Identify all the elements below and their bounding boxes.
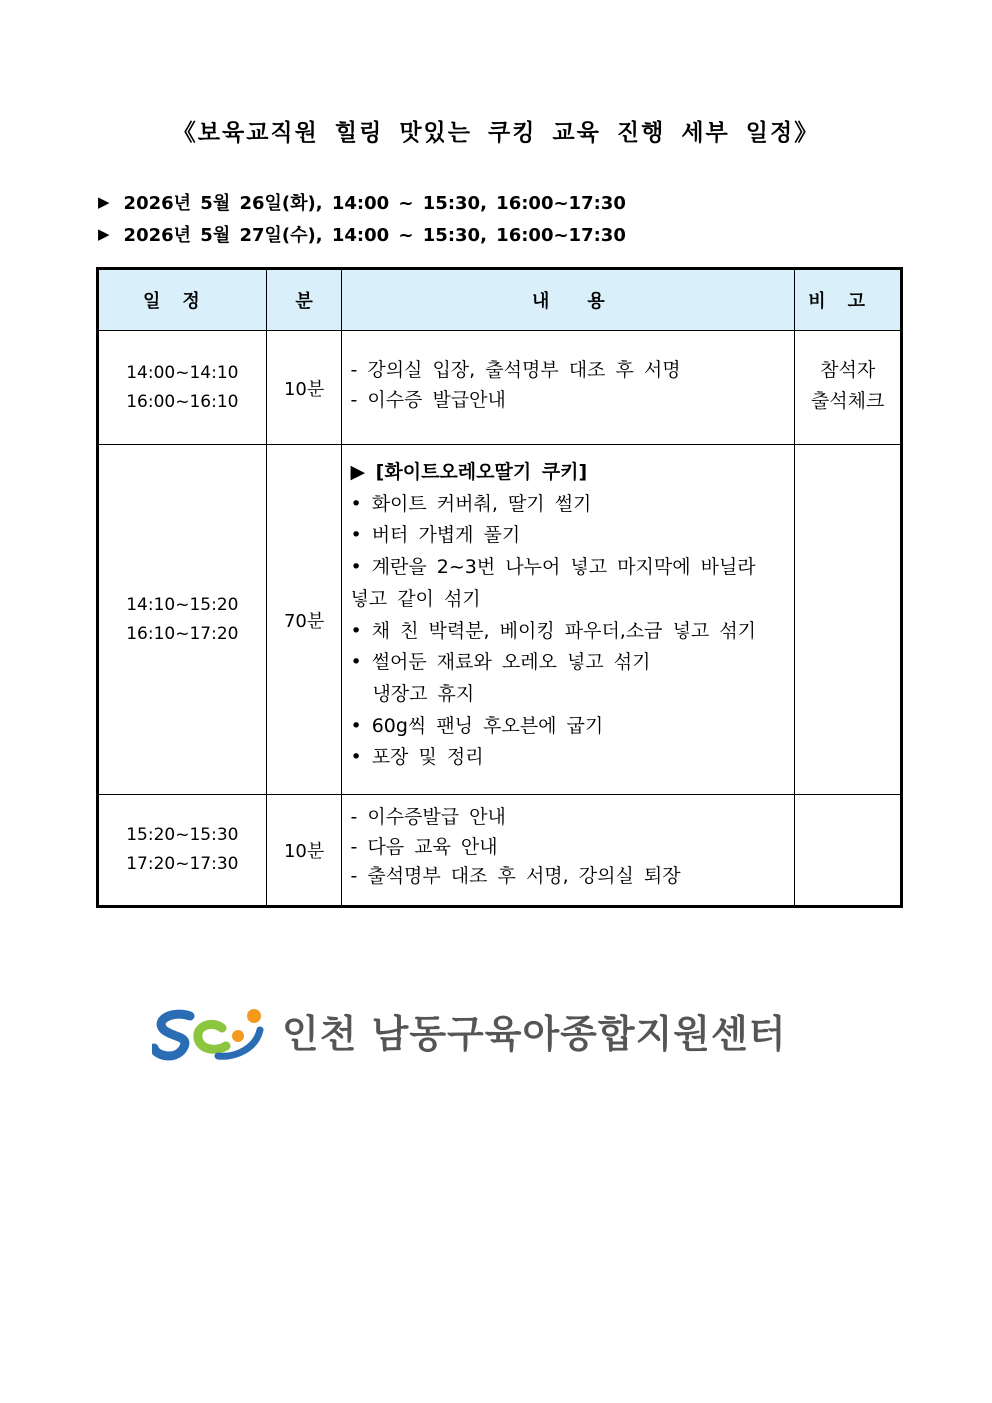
header-schedule: 일정	[98, 269, 267, 331]
header-minutes: 분	[266, 269, 342, 331]
recipe-heading: ▶ [화이트오레오딸기 쿠키]	[350, 461, 588, 483]
schedule-table	[96, 267, 903, 908]
schedule-dates	[98, 186, 626, 250]
header-content: 내용	[342, 269, 795, 331]
center-logo	[152, 1006, 832, 1066]
minutes-cell: 10분	[266, 331, 342, 445]
remarks-cell	[795, 445, 902, 795]
content-cell: ▶ [화이트오레오딸기 쿠키] • 화이트 커버춰, 딸기 썰기 • 버터 가볍게 풀기 • 계란을 2~3번 나누어 넣고 마지막에 바닐라 넣고 같이 섞기 • 채 친 박력분, 베이킹 파우더,소금 넣고 섞기 • 썰어둔 재료와 오레오 넣고 섞기 냉장고 휴지 • 60g씩 팬닝 후오븐에 굽기 • 포장 및 정리	[342, 445, 795, 795]
triangle-bullet-icon: ▶	[98, 193, 110, 211]
table-row	[98, 331, 902, 445]
header-remarks: 비고	[795, 269, 902, 331]
content-cell: - 이수증발급 안내 - 다음 교육 안내 - 출석명부 대조 후 서명, 강의실 퇴장	[342, 795, 795, 907]
table-header-row	[98, 269, 902, 331]
date-line-2	[98, 218, 626, 250]
minutes-cell: 70분	[266, 445, 342, 795]
table-row	[98, 445, 902, 795]
time-cell: 14:10~15:20 16:10~17:20	[98, 445, 267, 795]
remarks-cell	[795, 795, 902, 907]
date-line-1	[98, 186, 626, 218]
center-logo-text: 인천 남동구육아종합지원센터	[282, 1012, 787, 1056]
date-text-1: 2026년 5월 26일(화), 14:00 ~ 15:30, 16:00~17:30	[123, 193, 626, 214]
triangle-bullet-icon: ▶	[98, 225, 110, 243]
time-cell: 14:00~14:10 16:00~16:10	[98, 331, 267, 445]
page-title: 《보육교직원 힐링 맛있는 쿠킹 교육 진행 세부 일정》	[172, 120, 820, 146]
content-cell: - 강의실 입장, 출석명부 대조 후 서명 - 이수증 발급안내	[342, 331, 795, 445]
center-logo-mark-icon	[152, 1006, 272, 1066]
date-text-2: 2026년 5월 27일(수), 14:00 ~ 15:30, 16:00~17:30	[123, 225, 626, 246]
table-row	[98, 795, 902, 907]
remarks-cell: 참석자 출석체크	[795, 331, 902, 445]
minutes-cell: 10분	[266, 795, 342, 907]
time-cell: 15:20~15:30 17:20~17:30	[98, 795, 267, 907]
